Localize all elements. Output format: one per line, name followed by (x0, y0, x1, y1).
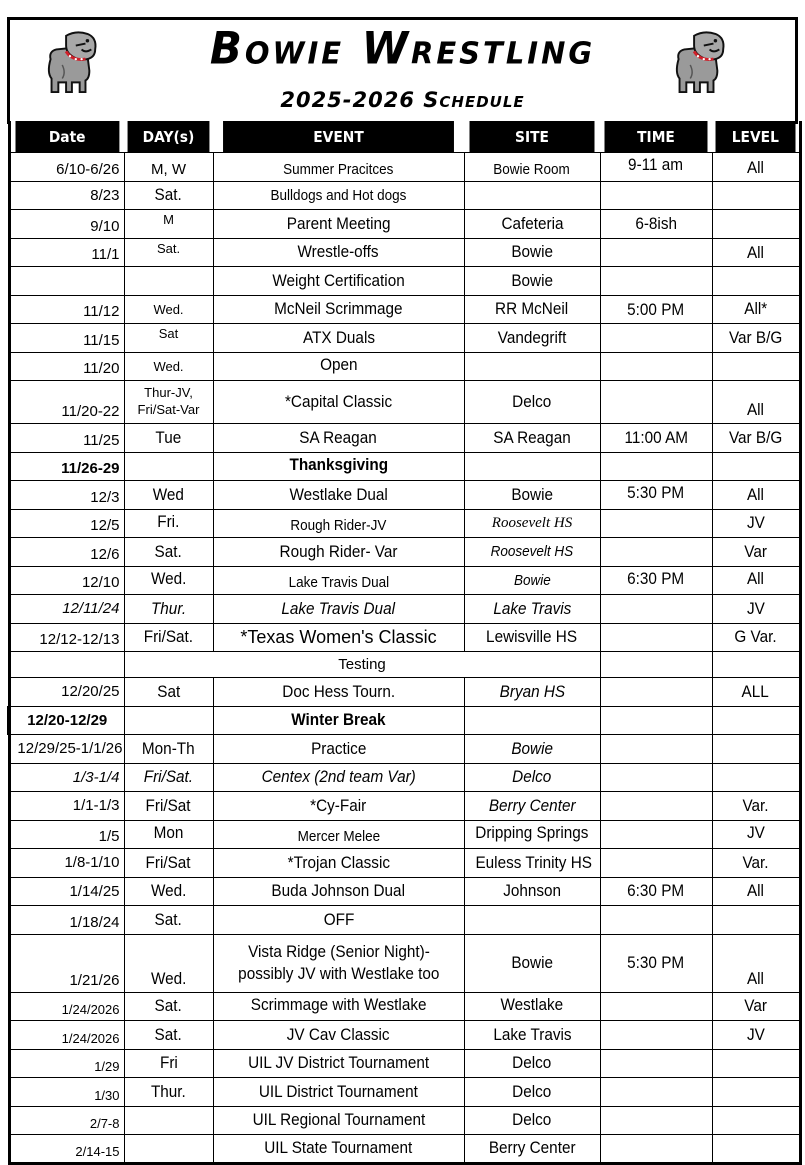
cell-days (124, 1106, 213, 1135)
cell-site: Lake Travis (464, 1021, 600, 1050)
cell-site: Bowie (464, 566, 600, 595)
cell-event: UIL District Tournament (213, 1078, 464, 1107)
cell-event: OFF (213, 906, 464, 935)
cell-date: 12/5 (9, 509, 124, 538)
table-row (9, 267, 800, 296)
cell-date: 1/18/24 (9, 906, 124, 935)
cell-level (712, 1049, 800, 1078)
cell-level: All* (712, 295, 800, 324)
table-row (9, 934, 800, 992)
table-row (9, 1106, 800, 1135)
column-header-time: TIME (604, 121, 707, 153)
cell-site (464, 452, 600, 481)
cell-days (124, 706, 213, 735)
cell-site: Bowie Room (464, 153, 600, 182)
table-row (9, 153, 800, 182)
cell-level (712, 452, 800, 481)
cell-days: Wed. (124, 566, 213, 595)
cell-site: Bowie (464, 267, 600, 296)
table-row (9, 735, 800, 764)
cell-time: 6-8ish (600, 210, 712, 239)
table-row (9, 324, 800, 353)
table-row (9, 595, 800, 624)
cell-time (600, 849, 712, 878)
cell-level (712, 1106, 800, 1135)
cell-days: Fri (124, 1049, 213, 1078)
table-row (9, 1135, 800, 1164)
cell-date: 1/5 (9, 820, 124, 849)
table-row (9, 1049, 800, 1078)
table-row (9, 295, 800, 324)
cell-days: M, W (124, 153, 213, 182)
table-row (9, 1021, 800, 1050)
cell-level: Var. (712, 792, 800, 821)
cell-days (124, 267, 213, 296)
cell-site: Bryan HS (464, 678, 600, 707)
table-row (9, 452, 800, 481)
table-row (9, 792, 800, 821)
table-header-row (9, 121, 800, 153)
table-row (9, 481, 800, 510)
cell-time (600, 452, 712, 481)
cell-date: 11/26-29 (9, 452, 124, 481)
cell-time (600, 324, 712, 353)
cell-days: Fri/Sat (124, 849, 213, 878)
cell-time (600, 381, 712, 424)
column-header-site: SITE (469, 121, 594, 153)
cell-site: Bowie (464, 934, 600, 992)
cell-level: Var (712, 992, 800, 1021)
cell-level (712, 1135, 800, 1164)
cell-level: ALL (712, 678, 800, 707)
cell-event: UIL JV District Tournament (213, 1049, 464, 1078)
cell-event: SA Reagan (213, 424, 464, 453)
column-header-date: Date (14, 121, 120, 153)
cell-date: 11/20-22 (9, 381, 124, 424)
cell-site: Dripping Springs (464, 820, 600, 849)
cell-time (600, 238, 712, 267)
cell-event: UIL State Tournament (213, 1135, 464, 1164)
cell-event: Buda Johnson Dual (213, 877, 464, 906)
bulldog-mascot-icon (665, 28, 729, 98)
cell-event: Rough Rider-JV (213, 509, 464, 538)
cell-level (712, 210, 800, 239)
cell-site: Berry Center (464, 792, 600, 821)
table-row (9, 906, 800, 935)
table-row (9, 566, 800, 595)
cell-site: Bowie (464, 481, 600, 510)
cell-days: Thur-JV, Fri/Sat-Var (124, 381, 213, 424)
table-row (9, 820, 800, 849)
cell-time (600, 595, 712, 624)
cell-days (124, 1135, 213, 1164)
cell-date (9, 267, 124, 296)
cell-level (712, 906, 800, 935)
cell-time: 5:30 PM (600, 481, 712, 510)
cell-date: 1/21/26 (9, 934, 124, 992)
cell-time: 11:00 AM (600, 424, 712, 453)
cell-site: SA Reagan (464, 424, 600, 453)
cell-event: Practice (213, 735, 464, 764)
cell-time (600, 820, 712, 849)
cell-level: JV (712, 509, 800, 538)
cell-days: Fri/Sat. (124, 763, 213, 792)
cell-level: All (712, 153, 800, 182)
cell-site: Roosevelt HS (464, 509, 600, 538)
cell-days: Mon (124, 820, 213, 849)
cell-time (600, 1106, 712, 1135)
cell-site (464, 352, 600, 381)
cell-site: Lewisville HS (464, 623, 600, 652)
cell-event: JV Cav Classic (213, 1021, 464, 1050)
cell-days: Fri. (124, 509, 213, 538)
table-row (9, 181, 800, 210)
cell-site: Roosevelt HS (464, 538, 600, 567)
cell-time: 5:30 PM (600, 934, 712, 992)
cell-site: Delco (464, 1106, 600, 1135)
cell-time (600, 181, 712, 210)
cell-time (600, 1049, 712, 1078)
cell-time: 6:30 PM (600, 877, 712, 906)
cell-date: 1/1-1/3 (9, 792, 124, 821)
cell-event: Parent Meeting (213, 210, 464, 239)
column-header-days: DAY(s) (128, 121, 210, 153)
cell-level: All (712, 238, 800, 267)
cell-date: 12/20/25 (9, 678, 124, 707)
cell-date: 2/14-15 (9, 1135, 124, 1164)
cell-level: G Var. (712, 623, 800, 652)
cell-site: Johnson (464, 877, 600, 906)
cell-event: *Cy-Fair (213, 792, 464, 821)
cell-event: Open (213, 352, 464, 381)
cell-days: Fri/Sat (124, 792, 213, 821)
schedule-table (7, 121, 802, 1165)
cell-time (600, 1135, 712, 1164)
cell-site: Delco (464, 763, 600, 792)
cell-date: 9/10 (9, 210, 124, 239)
table-row (9, 763, 800, 792)
cell-level: All (712, 381, 800, 424)
cell-site: Euless Trinity HS (464, 849, 600, 878)
cell-event: Rough Rider- Var (213, 538, 464, 567)
column-header-level: LEVEL (716, 121, 797, 153)
page-title: Bowie Wrestling (209, 22, 596, 75)
cell-date: 6/10-6/26 (9, 153, 124, 182)
cell-level (712, 181, 800, 210)
cell-level: JV (712, 1021, 800, 1050)
cell-level (712, 352, 800, 381)
cell-date: 2/7-8 (9, 1106, 124, 1135)
cell-date: 11/12 (9, 295, 124, 324)
cell-site: Delco (464, 1049, 600, 1078)
cell-level: JV (712, 820, 800, 849)
cell-event: McNeil Scrimmage (213, 295, 464, 324)
cell-time (600, 652, 712, 678)
cell-event: Summer Pracitces (213, 153, 464, 182)
cell-level: All (712, 566, 800, 595)
cell-site: RR McNeil (464, 295, 600, 324)
cell-date: 1/29 (9, 1049, 124, 1078)
table-row (9, 678, 800, 707)
cell-level: All (712, 934, 800, 992)
cell-site: Bowie (464, 238, 600, 267)
cell-time: 5:00 PM (600, 295, 712, 324)
cell-level (712, 652, 800, 678)
cell-time (600, 792, 712, 821)
cell-time (600, 1078, 712, 1107)
cell-days: Fri/Sat. (124, 623, 213, 652)
cell-time: 9-11 am (600, 153, 712, 182)
cell-days: Sat. (124, 1021, 213, 1050)
cell-days: Wed. (124, 352, 213, 381)
cell-event: ATX Duals (213, 324, 464, 353)
cell-date: 1/8-1/10 (9, 849, 124, 878)
table-row (9, 849, 800, 878)
cell-level: Var B/G (712, 324, 800, 353)
table-row (9, 238, 800, 267)
table-row (9, 623, 800, 652)
cell-level (712, 267, 800, 296)
cell-level: All (712, 481, 800, 510)
table-row (9, 210, 800, 239)
cell-date: 12/3 (9, 481, 124, 510)
cell-site (464, 906, 600, 935)
table-row (9, 352, 800, 381)
cell-date: 11/25 (9, 424, 124, 453)
cell-site (464, 706, 600, 735)
cell-time (600, 1021, 712, 1050)
cell-days (124, 452, 213, 481)
cell-level: Var B/G (712, 424, 800, 453)
table-row (9, 424, 800, 453)
cell-event: Wrestle-offs (213, 238, 464, 267)
cell-event: UIL Regional Tournament (213, 1106, 464, 1135)
cell-event: Bulldogs and Hot dogs (213, 181, 464, 210)
cell-event: Westlake Dual (213, 481, 464, 510)
cell-date: 12/29/25-1/1/26 (9, 735, 124, 764)
cell-date: 1/24/2026 (9, 992, 124, 1021)
page-subtitle: 2025-2026 Schedule (280, 88, 525, 112)
cell-time (600, 267, 712, 296)
cell-date: 1/3-1/4 (9, 763, 124, 792)
cell-date: 1/30 (9, 1078, 124, 1107)
cell-date: 12/6 (9, 538, 124, 567)
cell-site: Delco (464, 1078, 600, 1107)
table-row (9, 652, 800, 678)
cell-site: Berry Center (464, 1135, 600, 1164)
cell-days: Wed. (124, 877, 213, 906)
cell-days: M (124, 210, 213, 239)
cell-site: Bowie (464, 735, 600, 764)
cell-level (712, 706, 800, 735)
cell-date: 12/12-12/13 (9, 623, 124, 652)
cell-time (600, 352, 712, 381)
cell-event: Winter Break (213, 706, 464, 735)
cell-days: Sat (124, 324, 213, 353)
cell-date: 1/14/25 (9, 877, 124, 906)
cell-event: Testing (124, 652, 600, 678)
cell-date: 8/23 (9, 181, 124, 210)
cell-days: Wed (124, 481, 213, 510)
cell-event: Lake Travis Dual (213, 566, 464, 595)
cell-days: Sat. (124, 906, 213, 935)
table-row (9, 877, 800, 906)
cell-days: Sat. (124, 238, 213, 267)
cell-event: Mercer Melee (213, 820, 464, 849)
cell-time (600, 678, 712, 707)
cell-level (712, 735, 800, 764)
cell-date: 11/20 (9, 352, 124, 381)
table-row (9, 509, 800, 538)
cell-days: Sat (124, 678, 213, 707)
cell-time (600, 906, 712, 935)
cell-time (600, 706, 712, 735)
cell-site: Delco (464, 381, 600, 424)
cell-level: Var (712, 538, 800, 567)
table-row (9, 538, 800, 567)
cell-days: Sat. (124, 181, 213, 210)
cell-event: *Capital Classic (213, 381, 464, 424)
cell-site: Westlake (464, 992, 600, 1021)
cell-time (600, 538, 712, 567)
cell-days: Wed. (124, 934, 213, 992)
cell-days: Tue (124, 424, 213, 453)
cell-days: Thur. (124, 595, 213, 624)
cell-date: 11/1 (9, 238, 124, 267)
cell-time (600, 509, 712, 538)
cell-days: Sat. (124, 538, 213, 567)
cell-date: 12/11/24 (9, 595, 124, 624)
cell-event: *Trojan Classic (213, 849, 464, 878)
cell-site (464, 181, 600, 210)
cell-event: *Texas Women's Classic (213, 623, 464, 652)
cell-level (712, 763, 800, 792)
cell-date (9, 652, 124, 678)
cell-event: Vista Ridge (Senior Night)- possibly JV with Westlake too (213, 934, 464, 992)
cell-event: Lake Travis Dual (213, 595, 464, 624)
cell-event: Doc Hess Tourn. (213, 678, 464, 707)
cell-date: 1/24/2026 (9, 1021, 124, 1050)
cell-site: Vandegrift (464, 324, 600, 353)
column-header-event: EVENT (223, 121, 454, 153)
cell-time: 6:30 PM (600, 566, 712, 595)
cell-event: Centex (2nd team Var) (213, 763, 464, 792)
cell-level: Var. (712, 849, 800, 878)
cell-days: Thur. (124, 1078, 213, 1107)
cell-event: Scrimmage with Westlake (213, 992, 464, 1021)
cell-site: Lake Travis (464, 595, 600, 624)
table-row (9, 381, 800, 424)
table-row (9, 706, 800, 735)
cell-event: Thanksgiving (213, 452, 464, 481)
cell-date: 12/10 (9, 566, 124, 595)
table-row (9, 992, 800, 1021)
cell-level: All (712, 877, 800, 906)
cell-time (600, 623, 712, 652)
cell-time (600, 735, 712, 764)
cell-time (600, 992, 712, 1021)
cell-event: Weight Certification (213, 267, 464, 296)
cell-level: JV (712, 595, 800, 624)
schedule-banner (7, 17, 798, 124)
cell-days: Mon-Th (124, 735, 213, 764)
cell-date: 11/15 (9, 324, 124, 353)
cell-level (712, 1078, 800, 1107)
table-row (9, 1078, 800, 1107)
cell-days: Sat. (124, 992, 213, 1021)
cell-date: 12/20-12/29 (9, 706, 124, 735)
cell-time (600, 763, 712, 792)
cell-days: Wed. (124, 295, 213, 324)
cell-site: Cafeteria (464, 210, 600, 239)
